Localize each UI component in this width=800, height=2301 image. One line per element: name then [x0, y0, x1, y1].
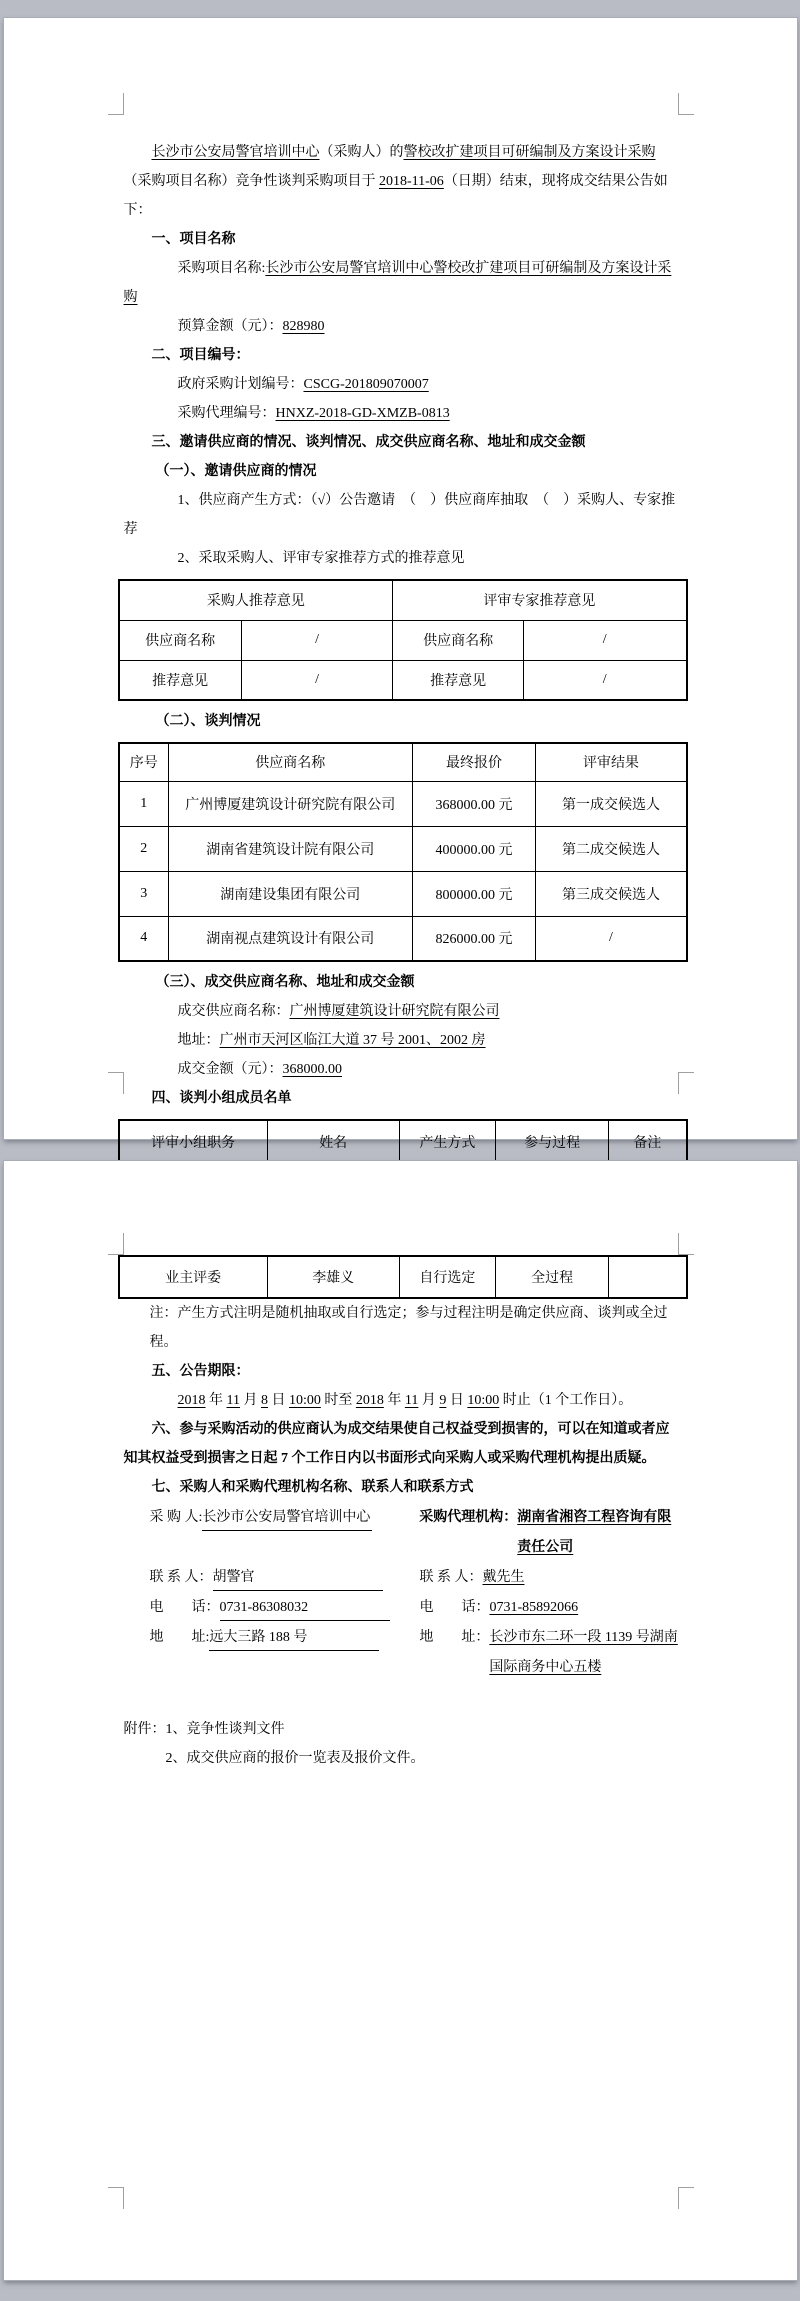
- table-cell: 供应商名称: [119, 620, 242, 660]
- agency-address-label: 地 址：: [419, 1630, 490, 1645]
- agency-address-value: 长沙市东二环一段 1139 号湖南国际商务中心五楼: [489, 1630, 678, 1675]
- buyer-phone-label: 电 话：: [149, 1600, 220, 1615]
- underlined-text: 11: [226, 1393, 240, 1408]
- table-cell: 湖南建设集团有限公司: [168, 871, 412, 916]
- project-name-line: [124, 254, 682, 312]
- table-cell: /: [523, 620, 686, 660]
- heading-section-3: 三、邀请供应商的情况、谈判情况、成交供应商名称、地址和成交金额: [151, 435, 586, 450]
- table-cell: 推荐意见: [119, 660, 242, 700]
- table-row: [119, 781, 687, 826]
- plain-text: 成交金额（元）：: [177, 1062, 283, 1077]
- agency-contact-label: 联 系 人：: [419, 1570, 483, 1585]
- column-header: 最终报价: [412, 743, 536, 781]
- table-header-row: [119, 1120, 687, 1164]
- text-boundary-mark: [678, 1233, 694, 1255]
- text-boundary-mark: [108, 1233, 124, 1255]
- plain-text: 地址：: [177, 1033, 220, 1048]
- underlined-text: 828980: [282, 319, 325, 334]
- column-header: 产生方式: [399, 1120, 496, 1164]
- table-cell: 400000.00 元: [412, 826, 536, 871]
- plain-text: 日: [267, 1393, 289, 1408]
- recommendation-line: 2、采取采购人、评审专家推荐方式的推荐意见: [177, 551, 465, 566]
- table-cell: 826000.00 元: [412, 916, 536, 961]
- buyer-address-line: [124, 1623, 420, 1683]
- buyer-phone-line: [124, 1593, 420, 1623]
- negotiation-table: [118, 742, 688, 962]
- plain-text: 预算金额（元）：: [177, 319, 283, 334]
- plain-text: 年: [383, 1393, 405, 1408]
- contact-row-address: [124, 1623, 682, 1683]
- table-cell: 4: [119, 916, 169, 961]
- plain-text: 月: [418, 1393, 440, 1408]
- table-cell: 第三成交候选人: [536, 871, 687, 916]
- underlined-text: 8: [260, 1393, 268, 1408]
- heading-announcement-period: 五、公告期限：: [151, 1364, 250, 1379]
- dispute-paragraph: 六、参与采购活动的供应商认为成交结果使自己权益受到损害的，可以在知道或者应知其权益受到损害之日起 7 个工作日内以书面形式向采购人或采购代理机构提出质疑。: [123, 1422, 670, 1466]
- table-row: [119, 620, 687, 660]
- winner-amount-line: [124, 1055, 682, 1084]
- table-cell: 第二成交候选人: [536, 826, 687, 871]
- text-boundary-mark: [108, 1072, 124, 1094]
- panel-table-continued: [118, 1255, 688, 1299]
- column-header: 备注: [609, 1120, 687, 1164]
- underlined-text: 11: [404, 1393, 419, 1408]
- column-header: 参与过程: [496, 1120, 609, 1164]
- table-row: [119, 660, 687, 700]
- underlined-text: 广州市天河区临江大道 37 号 2001、2002 房: [219, 1033, 486, 1048]
- agency-phone-value: 0731-85892066: [489, 1600, 579, 1615]
- table-cell: 广州博厦建筑设计研究院有限公司: [168, 781, 412, 826]
- underlined-text: CSCG-201809070007: [303, 377, 429, 392]
- heading-project-name: 一、项目名称: [151, 232, 236, 247]
- plain-text: （采购项目名称）竞争性谈判采购项目于: [123, 174, 379, 189]
- attachments-block: [124, 1715, 682, 1773]
- table-cell: 李雄义: [267, 1256, 399, 1298]
- subheading-negotiation: （二）、谈判情况: [155, 714, 261, 729]
- heading-panel-list: 四、谈判小组成员名单: [151, 1091, 292, 1106]
- intro-paragraph: [124, 138, 682, 225]
- contact-block: [124, 1503, 682, 1683]
- plan-number-line: [124, 370, 682, 399]
- underlined-text: 2018: [177, 1393, 206, 1408]
- table-cell: /: [523, 660, 686, 700]
- heading-project-number: 二、项目编号：: [151, 348, 250, 363]
- text-boundary-mark: [678, 93, 694, 115]
- plain-text: 采购项目名称:: [177, 261, 266, 276]
- panel-note: 注：产生方式注明是随机抽取或自行选定；参与过程注明是确定供应商、谈判或全过程。: [149, 1306, 668, 1350]
- underlined-text: 长沙市公安局警官培训中心: [151, 145, 320, 160]
- budget-line: [124, 312, 682, 341]
- document-canvas: [0, 17, 800, 2281]
- underlined-text: HNXZ-2018-GD-XMZB-0813: [275, 406, 450, 421]
- buyer-line: [124, 1503, 420, 1563]
- table-cell: 1: [119, 781, 169, 826]
- column-header: 序号: [119, 743, 169, 781]
- table-cell: /: [241, 660, 393, 700]
- recommendation-table: [118, 579, 688, 701]
- table-cell: 推荐意见: [393, 660, 524, 700]
- page-2: [3, 1160, 798, 2281]
- text-boundary-mark: [108, 93, 124, 115]
- table-row: [119, 871, 687, 916]
- agency-address-line: [419, 1623, 681, 1683]
- table-cell: /: [536, 916, 687, 961]
- table-cell: 湖南视点建筑设计有限公司: [168, 916, 412, 961]
- table-cell: 业主评委: [119, 1256, 268, 1298]
- underlined-text: 368000.00: [282, 1062, 342, 1077]
- table-row: [119, 916, 687, 961]
- underlined-text: 10:00: [288, 1393, 321, 1408]
- winner-name-line: [124, 997, 682, 1026]
- buyer-contact-label: 联 系 人：: [149, 1570, 213, 1585]
- underlined-text: 2018: [355, 1393, 384, 1408]
- buyer-contact-value: 胡警官: [213, 1566, 383, 1591]
- plain-text: 采购代理编号：: [177, 406, 276, 421]
- agency-phone-label: 电 话：: [419, 1600, 490, 1615]
- table-cell: [609, 1256, 687, 1298]
- plain-text: 月: [239, 1393, 261, 1408]
- column-header: 采购人推荐意见: [119, 580, 393, 620]
- heading-contacts: 七、采购人和采购代理机构名称、联系人和联系方式: [151, 1480, 474, 1495]
- page-1: [3, 17, 798, 1152]
- underlined-text: 广州博厦建筑设计研究院有限公司: [289, 1004, 500, 1019]
- table-cell: 800000.00 元: [412, 871, 536, 916]
- column-header: 评审小组职务: [119, 1120, 268, 1164]
- agency-contact-line: [419, 1563, 681, 1593]
- underlined-text: 长沙市公安局警官培训中心警校改扩建项目可研编制及方案设计采购: [123, 261, 672, 305]
- subheading-invited-suppliers: （一）、邀请供应商的情况: [155, 464, 317, 479]
- table-row: [119, 1256, 687, 1298]
- buyer-phone-value: 0731-86308032: [220, 1596, 390, 1621]
- table-cell: 3: [119, 871, 169, 916]
- table-cell: /: [241, 620, 393, 660]
- attachment-line-1: 附件：1、竞争性谈判文件: [123, 1722, 285, 1737]
- text-boundary-mark: [108, 2187, 124, 2209]
- agency-label: 采购代理机构：: [419, 1510, 518, 1525]
- plain-text: （采购人）的: [319, 145, 404, 160]
- buyer-address-label: 地 址:: [149, 1630, 210, 1645]
- text-boundary-mark: [678, 2187, 694, 2209]
- agency-number-line: [124, 399, 682, 428]
- table-cell: 湖南省建筑设计院有限公司: [168, 826, 412, 871]
- agency-phone-line: [419, 1593, 681, 1623]
- underlined-text: 警校改扩建项目可研编制及方案设计采购: [403, 145, 656, 160]
- buyer-address-value: 远大三路 188 号: [209, 1626, 379, 1651]
- table-cell: 自行选定: [399, 1256, 496, 1298]
- column-header: 供应商名称: [168, 743, 412, 781]
- table-cell: 368000.00 元: [412, 781, 536, 826]
- agency-value: 湖南省湘咨工程咨询有限责任公司: [517, 1510, 672, 1555]
- column-header: 姓名: [267, 1120, 399, 1164]
- underlined-text: 9: [439, 1393, 447, 1408]
- agency-contact-value: 戴先生: [482, 1570, 525, 1585]
- plain-text: 政府采购计划编号：: [177, 377, 304, 392]
- contact-row-phone: [124, 1593, 682, 1623]
- column-header: 评审专家推荐意见: [393, 580, 687, 620]
- announcement-period-line: [124, 1386, 682, 1415]
- agency-line: [419, 1503, 681, 1563]
- buyer-label: 采 购 人:: [149, 1510, 203, 1525]
- underlined-text: 10:00: [467, 1393, 500, 1408]
- winner-address-line: [124, 1026, 682, 1055]
- contact-row-person: [124, 1563, 682, 1593]
- plain-text: 日: [446, 1393, 468, 1408]
- subheading-winner: （三）、成交供应商名称、地址和成交金额: [155, 975, 415, 990]
- buyer-contact-line: [124, 1563, 420, 1593]
- plain-text: （日期）结束，现将成交结果公告如下：: [123, 174, 668, 218]
- table-header-row: [119, 743, 687, 781]
- buyer-value: 长沙市公安局警官培训中心: [202, 1506, 372, 1531]
- table-cell: 2: [119, 826, 169, 871]
- supplier-source-line: 1、供应商产生方式：（√）公告邀请 （ ）供应商库抽取 （ ）采购人、专家推荐: [123, 493, 676, 537]
- table-header-row: [119, 580, 687, 620]
- plain-text: 成交供应商名称：: [177, 1004, 290, 1019]
- attachment-line-2: 2、成交供应商的报价一览表及报价文件。: [165, 1751, 425, 1766]
- table-row: [119, 826, 687, 871]
- plain-text: 时止（1 个工作日）。: [499, 1393, 633, 1408]
- text-boundary-mark: [678, 1072, 694, 1094]
- table-cell: 第一成交候选人: [536, 781, 687, 826]
- column-header: 评审结果: [536, 743, 687, 781]
- table-cell: 全过程: [496, 1256, 609, 1298]
- table-cell: 供应商名称: [393, 620, 524, 660]
- contact-row-org: [124, 1503, 682, 1563]
- plain-text: 年: [205, 1393, 227, 1408]
- underlined-text: 2018-11-06: [379, 174, 444, 189]
- plain-text: 时至: [320, 1393, 356, 1408]
